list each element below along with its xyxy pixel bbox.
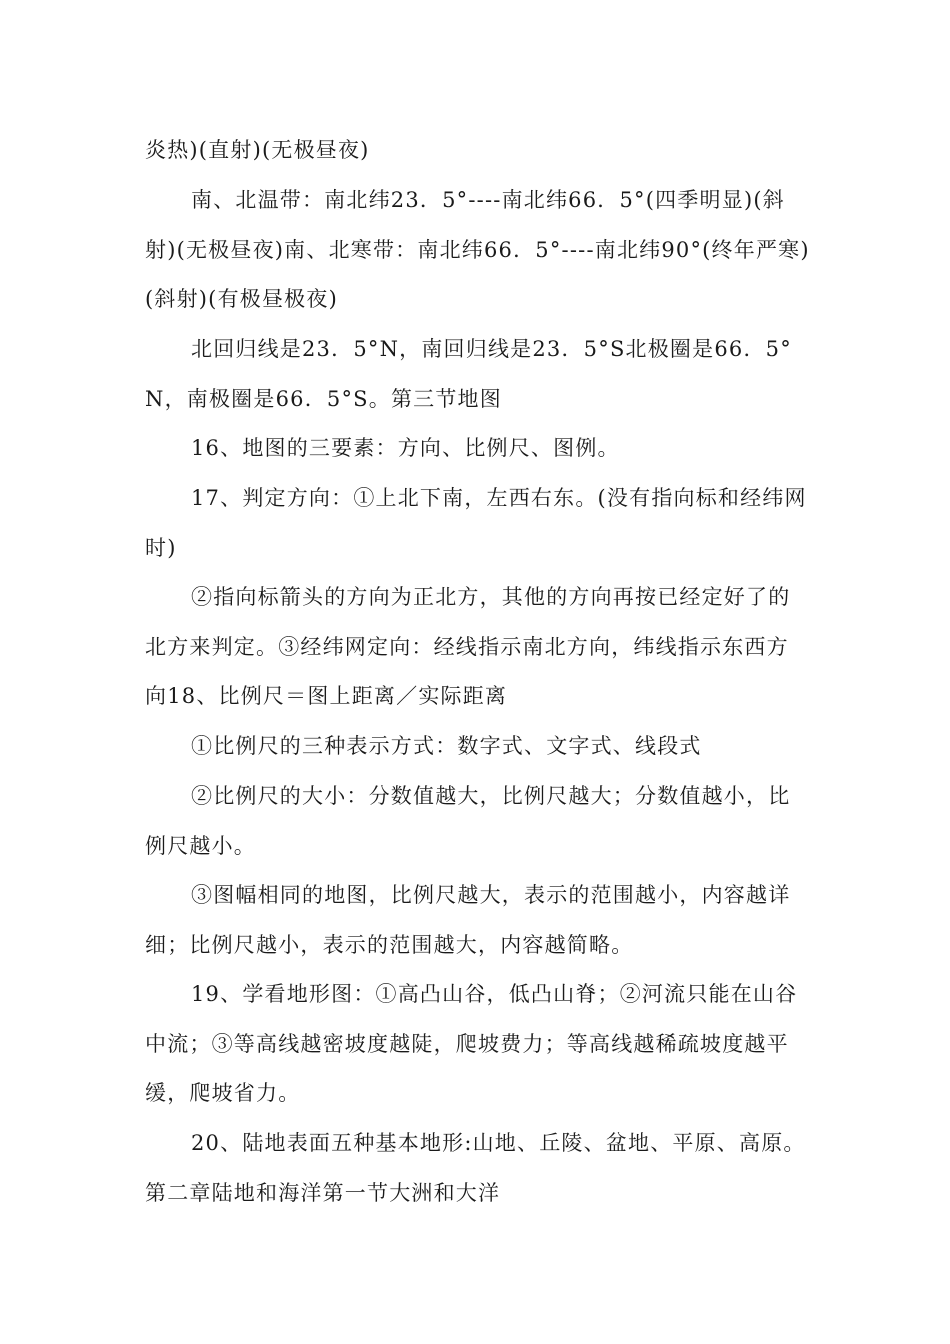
paragraph-3: 北回归线是23．5°N，南回归线是23．5°S北极圈是66．5°N，南极圈是66．5°S。第三节地图	[145, 337, 792, 411]
paragraph-4: 16、地图的三要素：方向、比例尺、图例。	[191, 436, 620, 460]
paragraph-11: 20、陆地表面五种基本地形:山地、丘陵、盆地、平原、高原。第二章陆地和海洋第一节大洲和大洋	[145, 1131, 806, 1205]
paragraph-6: ②指向标箭头的方向为正北方，其他的方向再按已经定好了的北方来判定。③经纬网定向：经线指示南北方向，纬线指示东西方向18、比例尺＝图上距离／实际距离	[145, 585, 791, 708]
paragraph-2: 南、北温带：南北纬23．5°----南北纬66．5°(四季明显)(斜射)(无极昼夜)南、北寒带：南北纬66．5°----南北纬90°(终年严寒)(斜射)(有极昼极夜)	[145, 188, 810, 311]
paragraph-7: ①比例尺的三种表示方式：数字式、文字式、线段式	[191, 734, 702, 758]
paragraph-9: ③图幅相同的地图，比例尺越大，表示的范围越小，内容越详细；比例尺越小，表示的范围越大，内容越简略。	[145, 883, 791, 957]
paragraph-10: 19、学看地形图：①高凸山谷，低凸山脊；②河流只能在山谷中流；③等高线越密坡度越陡，爬坡费力；等高线越稀疏坡度越平缓，爬坡省力。	[145, 982, 798, 1105]
paragraph-1: 炎热)(直射)(无极昼夜)	[145, 138, 370, 162]
paragraph-5: 17、判定方向：①上北下南，左西右东。(没有指向标和经纬网时)	[145, 486, 807, 560]
paragraph-8: ②比例尺的大小：分数值越大，比例尺越大；分数值越小，比例尺越小。	[145, 784, 791, 858]
